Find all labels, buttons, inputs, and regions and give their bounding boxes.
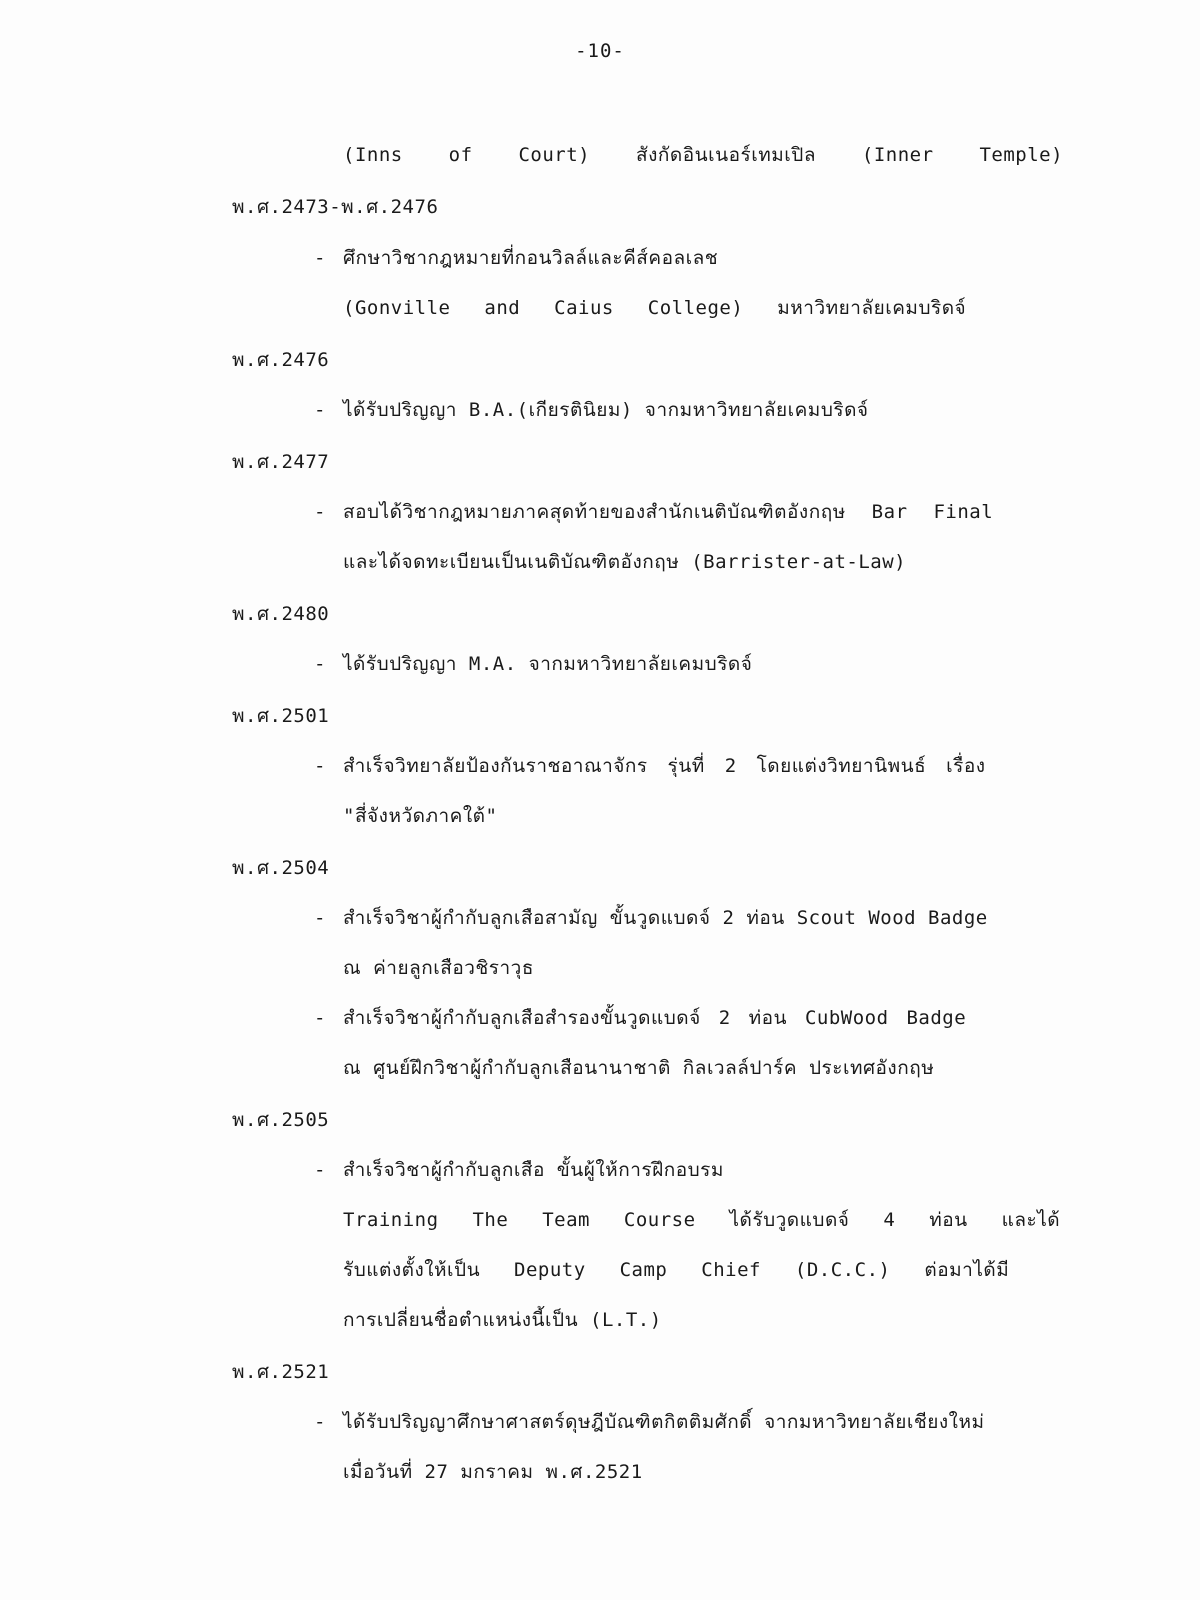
dash-marker: - [314, 1007, 326, 1029]
dash-marker: - [314, 755, 326, 777]
list-item [314, 751, 986, 781]
dash-marker: - [314, 653, 326, 675]
dash-marker: - [314, 1411, 326, 1433]
text-line: รับแต่งตั้งให้เป็น Deputy Camp Chief (D.C.C.) ต่อมาได้มี [343, 1259, 1010, 1281]
year-heading: พ.ศ.2501 [232, 705, 330, 727]
list-item-text: สำเร็จวิชาผู้กำกับลูกเสือสำรองขั้นวูดแบดจ์ 2 ท่อน CubWood Badge [343, 1007, 967, 1029]
list-item [314, 1003, 966, 1033]
list-item-text: สำเร็จวิชาผู้กำกับลูกเสือ ขั้นผู้ให้การฝึกอบรม [343, 1159, 724, 1181]
list-item [314, 1155, 724, 1185]
text-line: Training The Team Course ได้รับวูดแบดจ์ 4 ท่อน และได้ [343, 1209, 1061, 1231]
year-heading: พ.ศ.2476 [232, 349, 330, 371]
list-item-text: ศึกษาวิชากฎหมายที่กอนวิลล์และคีส์คอลเลช [343, 247, 719, 269]
dash-marker: - [314, 1159, 326, 1181]
page-number: -10- [575, 40, 625, 62]
list-item [314, 649, 752, 679]
dash-marker: - [314, 247, 326, 269]
list-item-text: ได้รับปริญญา M.A. จากมหาวิทยาลัยเคมบริดจ์ [343, 653, 753, 675]
list-item-text: สำเร็จวิทยาลัยป้องกันราชอาณาจักร รุ่นที่ 2 โดยแต่งวิทยานิพนธ์ เรื่อง [343, 755, 986, 777]
list-item-text: สอบได้วิชากฎหมายภาคสุดท้ายของสำนักเนติบัณฑิตอังกฤษ Bar Final [343, 501, 994, 523]
list-item [314, 903, 988, 933]
text-line: (Gonville and Caius College) มหาวิทยาลัยเคมบริดจ์ [343, 297, 967, 319]
year-heading: พ.ศ.2505 [232, 1109, 330, 1131]
text-line: (Inns of Court) สังกัดอินเนอร์เทมเปิล (Inner Temple) [343, 144, 1064, 166]
list-item-text: สำเร็จวิชาผู้กำกับลูกเสือสามัญ ขั้นวูดแบดจ์ 2 ท่อน Scout Wood Badge [343, 907, 988, 929]
year-heading: พ.ศ.2504 [232, 857, 330, 879]
dash-marker: - [314, 501, 326, 523]
list-item [314, 395, 869, 425]
list-item [314, 497, 993, 527]
list-item-text: ได้รับปริญญา B.A.(เกียรตินิยม) จากมหาวิทยาลัยเคมบริดจ์ [343, 399, 869, 421]
dash-marker: - [314, 399, 326, 421]
text-line: การเปลี่ยนชื่อตำแหน่งนี้เป็น (L.T.) [343, 1309, 662, 1331]
text-line: เมื่อวันที่ 27 มกราคม พ.ศ.2521 [343, 1461, 643, 1483]
list-item [314, 243, 718, 273]
dash-marker: - [314, 907, 326, 929]
text-line: ณ ค่ายลูกเสือวชิราวุธ [343, 957, 534, 979]
text-line: ณ ศูนย์ฝึกวิชาผู้กำกับลูกเสือนานาชาติ กิลเวลล์ปาร์ค ประเทศอังกฤษ [343, 1057, 935, 1079]
year-heading: พ.ศ.2473-พ.ศ.2476 [232, 196, 439, 218]
list-item [314, 1407, 985, 1437]
year-heading: พ.ศ.2477 [232, 451, 330, 473]
year-heading: พ.ศ.2521 [232, 1361, 330, 1383]
list-item-text: ได้รับปริญญาศึกษาศาสตร์ดุษฎีบัณฑิตกิตติมศักดิ์ จากมหาวิทยาลัยเชียงใหม่ [343, 1411, 985, 1433]
text-line: "สี่จังหวัดภาคใต้" [343, 805, 498, 827]
text-line: และได้จดทะเบียนเป็นเนติบัณฑิตอังกฤษ (Barrister-at-Law) [343, 551, 907, 573]
year-heading: พ.ศ.2480 [232, 603, 330, 625]
